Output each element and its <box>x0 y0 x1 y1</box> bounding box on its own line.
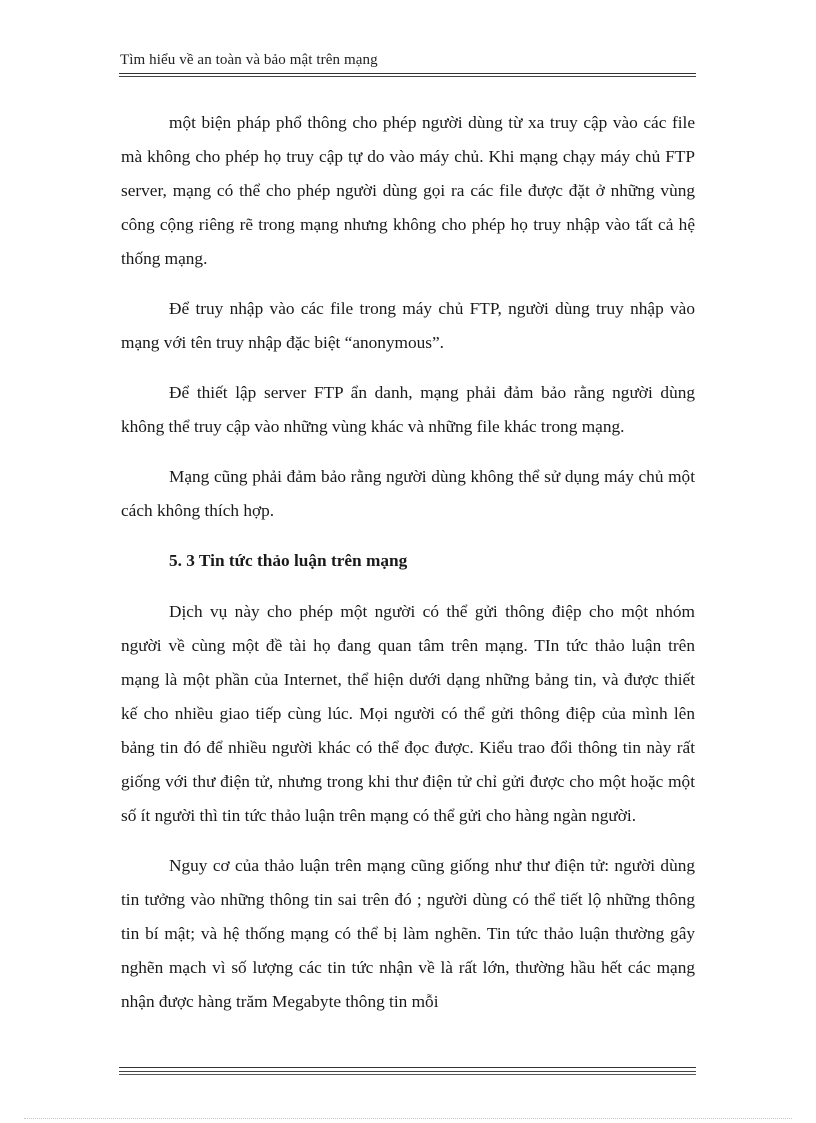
page-header-title: Tìm hiểu về an toàn và bảo mật trên mạng <box>120 52 378 68</box>
header-rule-secondary <box>119 76 696 77</box>
body-paragraph: một biện pháp phổ thông cho phép người dùng từ xa truy cập vào các file mà không cho phép họ truy cập tự do vào máy chủ. Khi mạng chạy máy chủ FTP server, mạng có thể cho phép người dùng gọi ra các file được đặt ở những vùng công cộng riêng rẽ trong mạng nhưng không cho phép họ truy nhập vào tất cả hệ thống mạng. <box>121 113 695 268</box>
page-edge-dotted-line <box>24 1118 792 1119</box>
footer-rule-secondary <box>119 1071 696 1072</box>
header-rule <box>119 73 696 74</box>
body-paragraph: Để thiết lập server FTP ẩn danh, mạng phải đảm bảo rằng người dùng không thể truy cập vào những vùng khác và những file khác trong mạng. <box>121 383 695 436</box>
section-paragraph: Nguy cơ của thảo luận trên mạng cũng giống như thư điện tử: người dùng tin tưởng vào những thông tin sai trên đó ; người dùng có thể tiết lộ những thông tin bí mật; và hệ thống mạng có thể bị làm nghẽn. Tin tức thảo luận thường gây nghẽn mạch vì số lượng các tin tức nhận về là rất lớn, thường hầu hết các mạng nhận được hàng trăm Megabyte thông tin mỗi <box>121 856 695 1011</box>
footer-rule <box>119 1067 696 1068</box>
section-paragraph: Dịch vụ này cho phép một người có thể gửi thông điệp cho một nhóm người về cùng một đề tài họ đang quan tâm trên mạng. TIn tức thảo luận trên mạng là một phần của Internet, thể hiện dưới dạng những bảng tin, và được thiết kế cho nhiều giao tiếp cùng lúc. Mọi người có thể gửi thông điệp của mình lên bảng tin đó để nhiều người khác có thể đọc được. Kiểu trao đổi thông tin này rất giống với thư điện tử, nhưng trong khi thư điện tử chỉ gửi được cho một hoặc một số ít người thì tin tức thảo luận trên mạng có thể gửi cho hàng ngàn người. <box>121 602 695 825</box>
document-body <box>121 106 695 1035</box>
body-paragraph: Mạng cũng phải đảm bảo rằng người dùng không thể sử dụng máy chủ một cách không thích hợp. <box>121 467 695 520</box>
body-paragraph: Để truy nhập vào các file trong máy chủ FTP, người dùng truy nhập vào mạng với tên truy nhập đặc biệt “anonymous”. <box>121 299 695 352</box>
footer-rule-tertiary <box>119 1074 696 1075</box>
section-heading: 5. 3 Tin tức thảo luận trên mạng <box>169 551 408 570</box>
